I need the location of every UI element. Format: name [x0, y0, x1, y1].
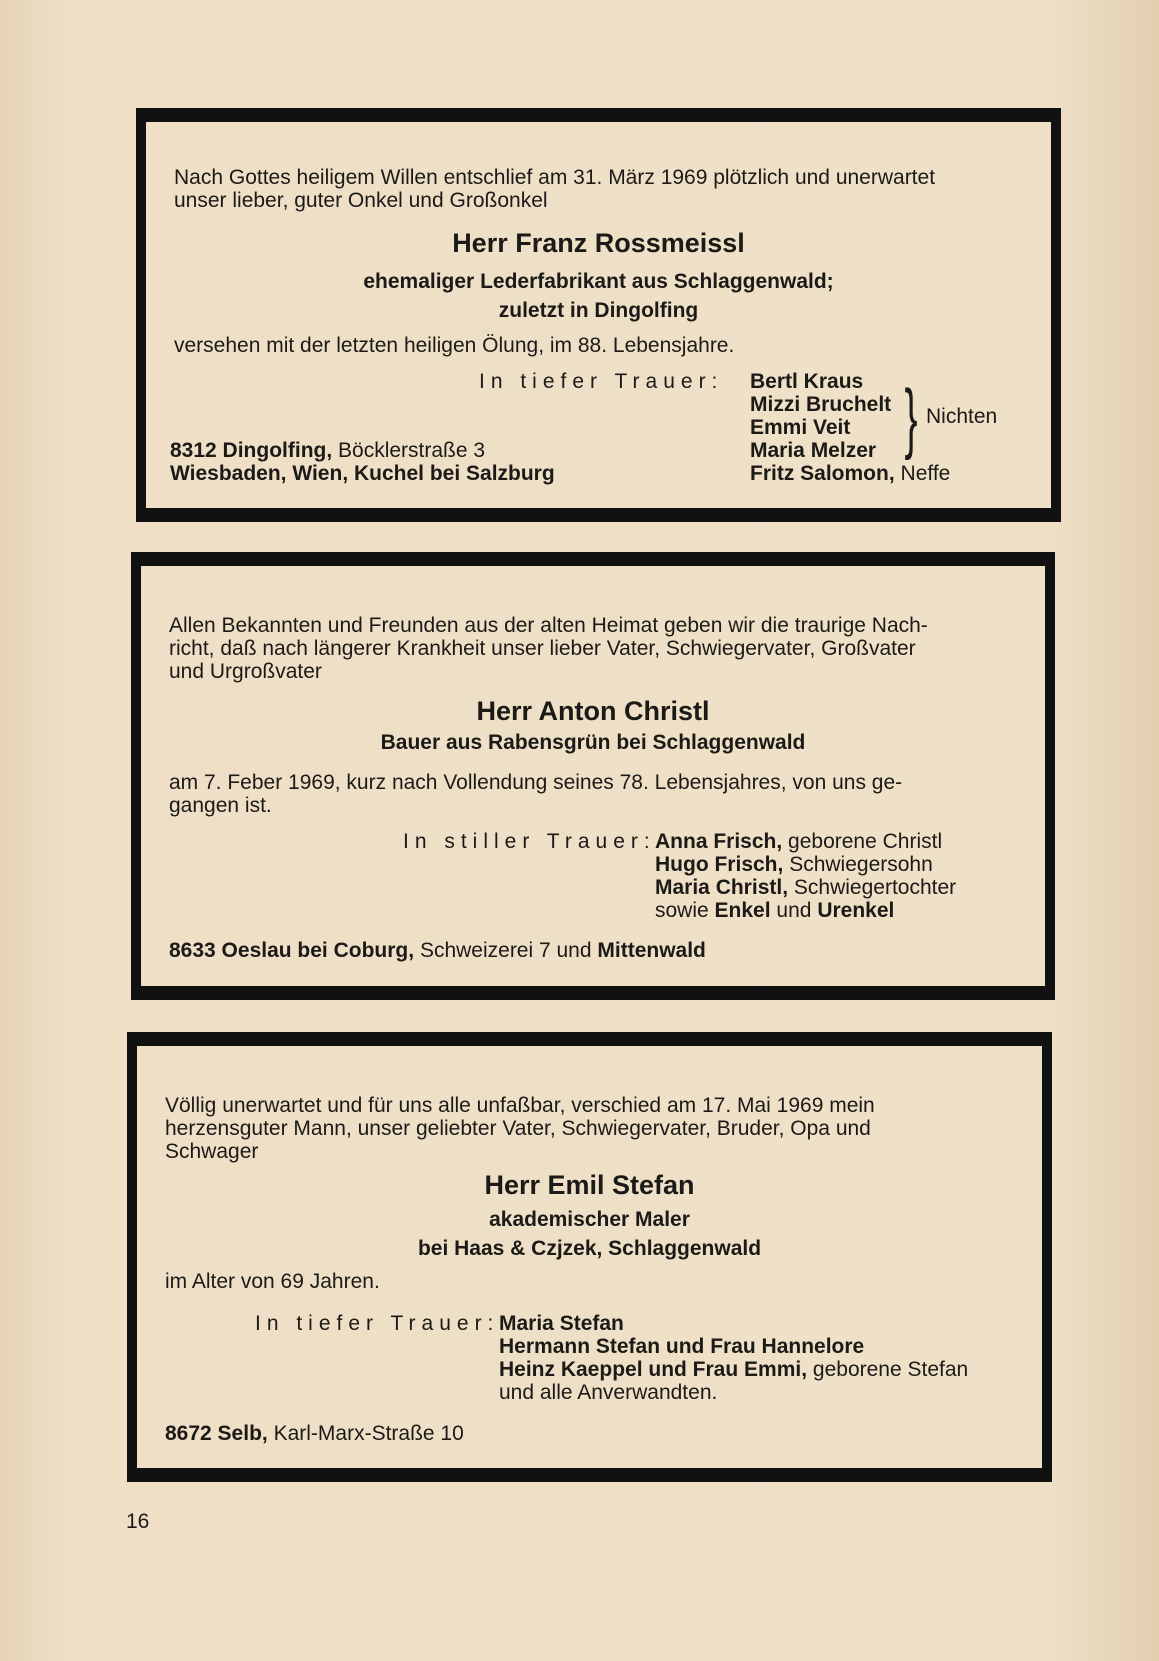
mourner-name: Hugo Frisch, — [655, 853, 784, 876]
address-street: Böcklerstraße 3 — [338, 439, 486, 462]
mourner — [499, 1358, 968, 1382]
address-line-1 — [170, 439, 485, 463]
intro-line-1: Völlig unerwartet und für uns alle unfaßbar, verschied am 17. Mai 1969 mein — [165, 1094, 875, 1117]
intro-line-1: Nach Gottes heiligem Willen entschlief am 31. März 1969 plötzlich und unerwartet — [174, 166, 936, 189]
mourner-last — [655, 899, 894, 923]
intro-line-2: unser lieber, guter Onkel und Großonkel — [174, 189, 548, 212]
address-street: Karl-Marx-Straße 10 — [273, 1422, 464, 1445]
brace-glyph: } — [904, 373, 918, 461]
last-mourner-relation: Neffe — [900, 462, 951, 485]
address-line-1 — [169, 939, 706, 963]
intro-line-2: herzensguter Mann, unser geliebter Vater, Schwiegervater, Bruder, Opa und — [165, 1117, 871, 1140]
page-number: 16 — [126, 1510, 150, 1533]
intro-line-2: richt, daß nach längerer Krankheit unser lieber Vater, Schwiegervater, Großvater — [169, 637, 916, 660]
mourner-relation: geborene Christl — [788, 830, 943, 853]
mourner: Maria Melzer — [750, 439, 877, 462]
mourner-last-b: Urenkel — [817, 899, 895, 922]
address-city: 8672 Selb, — [165, 1422, 268, 1445]
mourner-relation: Schwiegertochter — [793, 876, 957, 899]
mourning-label: In tiefer Trauer: — [479, 370, 724, 393]
mourner-name: Anna Frisch, — [655, 830, 783, 853]
mourner: Emmi Veit — [750, 416, 851, 439]
mourners-group-label: Nichten — [926, 405, 998, 428]
mourner-last-a: Enkel — [714, 899, 771, 922]
mourner: und alle Anverwandten. — [499, 1381, 718, 1404]
address-city: 8633 Oeslau bei Coburg, — [169, 939, 415, 962]
deceased-name: Herr Anton Christl — [476, 696, 710, 726]
outro-line: versehen mit der letzten heiligen Ölung, im 88. Lebensjahre. — [174, 334, 735, 357]
obituary-notice-rossmeissl — [136, 108, 1061, 522]
intro-line-3: und Urgroßvater — [169, 660, 322, 683]
description-line-2: bei Haas & Czjzek, Schlaggenwald — [417, 1237, 762, 1260]
description-line-1: Bauer aus Rabensgrün bei Schlaggenwald — [380, 731, 806, 754]
mourner-name: Maria Christl, — [655, 876, 789, 899]
mourner: Maria Stefan — [499, 1312, 624, 1335]
outro-line-1: am 7. Feber 1969, kurz nach Vollendung seines 78. Lebensjahres, von uns ge- — [169, 771, 903, 794]
mourning-label: In stiller Trauer: — [403, 830, 656, 853]
outro-line: im Alter von 69 Jahren. — [165, 1270, 380, 1293]
mourning-label: In tiefer Trauer: — [255, 1312, 500, 1335]
mourner: Hermann Stefan und Frau Hannelore — [499, 1335, 865, 1358]
outro-line-2: gangen ist. — [169, 794, 272, 817]
mourner: Mizzi Bruchelt — [750, 393, 892, 416]
description-line-1: akademischer Maler — [489, 1208, 690, 1231]
address-line-1 — [165, 1422, 464, 1446]
address-extra: Mittenwald — [597, 939, 706, 962]
intro-line-3: Schwager — [165, 1140, 259, 1163]
description-line-1: ehemaliger Lederfabrikant aus Schlaggenwald; — [363, 270, 834, 293]
mourner-last-prefix: sowie — [655, 899, 709, 922]
deceased-name: Herr Emil Stefan — [484, 1170, 695, 1200]
deceased-name: Herr Franz Rossmeissl — [452, 228, 745, 258]
mourner-relation: Schwiegersohn — [789, 853, 933, 876]
obituary-notice-christl — [131, 552, 1055, 1000]
obituary-notice-stefan — [127, 1032, 1052, 1482]
mourner — [655, 830, 942, 854]
address-city: 8312 Dingolfing, — [170, 439, 333, 462]
mourner-name: Heinz Kaeppel und Frau Emmi, — [499, 1358, 808, 1381]
description-line-2: zuletzt in Dingolfing — [498, 299, 699, 322]
last-mourner — [750, 462, 950, 486]
mourner-last-mid: und — [776, 899, 812, 922]
mourner — [655, 876, 956, 900]
intro-line-1: Allen Bekannten und Freunden aus der alten Heimat geben wir die traurige Nach- — [169, 614, 928, 637]
mourner — [655, 853, 933, 877]
last-mourner-name: Fritz Salomon, — [750, 462, 895, 485]
mourner: Bertl Kraus — [750, 370, 864, 393]
mourner-relation: geborene Stefan — [812, 1358, 969, 1381]
address-street: Schweizerei 7 und — [419, 939, 592, 962]
address-line-2: Wiesbaden, Wien, Kuchel bei Salzburg — [170, 462, 555, 485]
